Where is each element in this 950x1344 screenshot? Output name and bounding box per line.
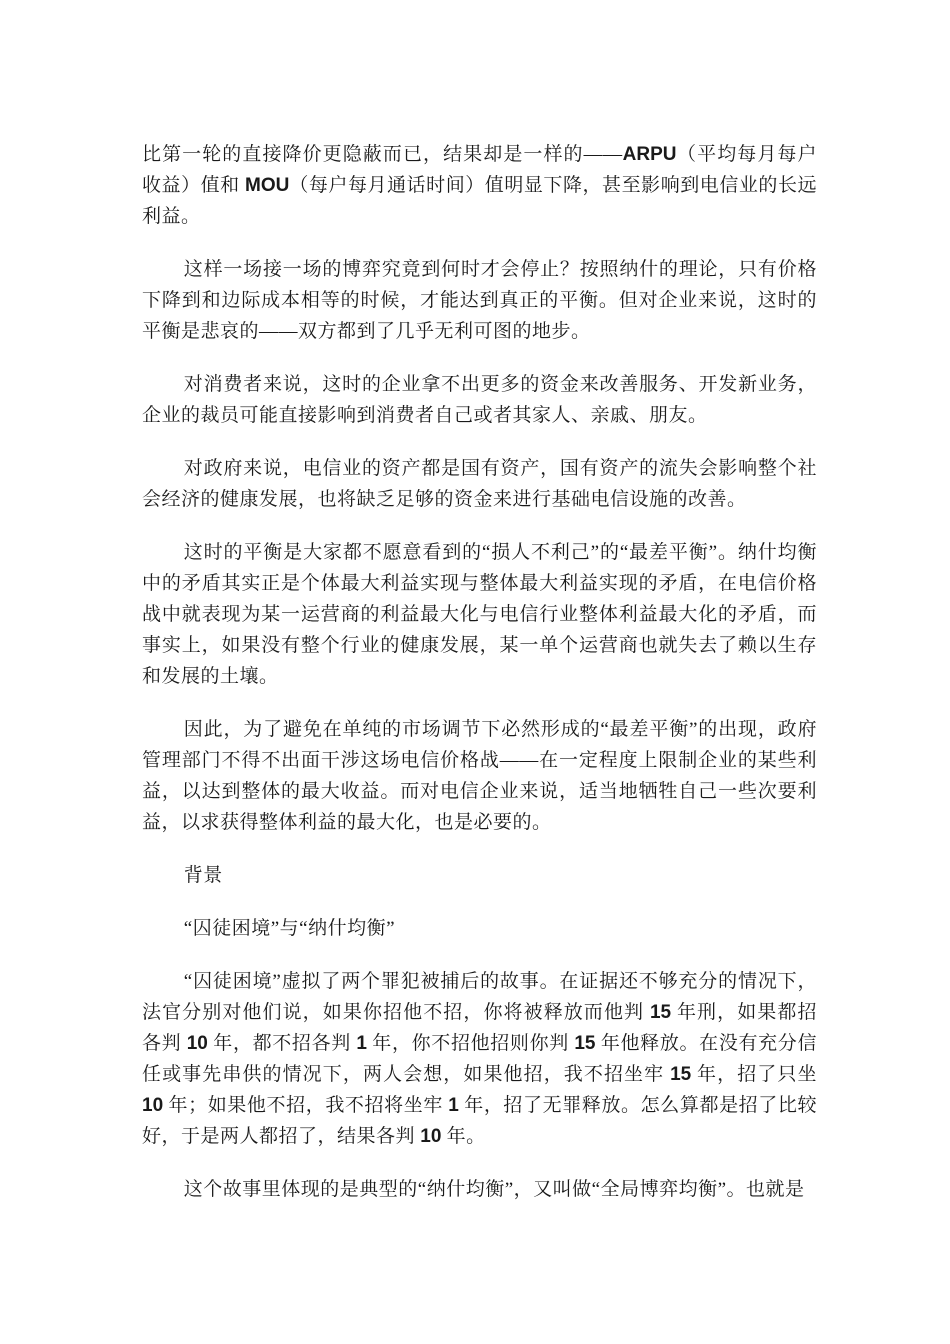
paragraph-government-intervene: 因此，为了避免在单纯的市场调节下必然形成的“最差平衡”的出现，政府管理部门不得不出面干涉这场电信价格战——在一定程度上限制企业的某些利益，以达到整体的最大收益。而对电信企业来说，适当地牺牲自己一些次要利益，以求获得整体利益的最大化，也是必要的。 [142,719,817,833]
paragraph-prisoners-dilemma: “囚徒困境”虚拟了两个罪犯被捕后的故事。在证据还不够充分的情况下，法官分别对他们说，如果你招他不招，你将被释放而他判 15 年刑，如果都招各判 10 年，都不招各判 1 年，你不招他招则你判 15 年他释放。在没有充分信任或事先串供的情况下，两人会想，如果他招，我不招坐牢 15 年，招了只坐 10 年；如果他不招，我不招将坐牢 1 年，招了无罪释放。怎么算都是招了比较好，于是两人都招了，结果各判 10 年。 [142,971,817,1147]
heading-background: 背景 [183,865,223,886]
paragraph-arpu-mou-decline: 比第一轮的直接降价更隐蔽而已，结果却是一样的——ARPU（平均每月每户收益）值和 MOU（每户每月通话时间）值明显下降，甚至影响到电信业的长远利益。 [142,144,817,227]
paragraph-government-impact: 对政府来说，电信业的资产都是国有资产，国有资产的流失会影响整个社会经济的健康发展，也将缺乏足够的资金来进行基础电信设施的改善。 [142,458,817,510]
paragraph-consumer-impact: 对消费者来说，这时的企业拿不出更多的资金来改善服务、开发新业务，企业的裁员可能直接影响到消费者自己或者其家人、亲戚、朋友。 [142,374,817,426]
paragraph-nash-equilibrium: 这个故事里体现的是典型的“纳什均衡”，又叫做“全局博弈均衡”。也就是 [183,1179,805,1200]
paragraph-when-game-stops: 这样一场接一场的博弈究竟到何时才会停止？按照纳什的理论，只有价格下降到和边际成本相等的时候，才能达到真正的平衡。但对企业来说，这时的平衡是悲哀的——双方都到了几乎无利可图的地步。 [142,259,817,342]
heading-prisoners-dilemma-nash: “囚徒困境”与“纳什均衡” [183,918,396,939]
paragraph-worst-equilibrium: 这时的平衡是大家都不愿意看到的“损人不利己”的“最差平衡”。纳什均衡中的矛盾其实正是个体最大利益实现与整体最大利益实现的矛盾，在电信价格战中就表现为某一运营商的利益最大化与电信行业整体利益最大化的矛盾，而事实上，如果没有整个行业的健康发展，某一单个运营商也就失去了赖以生存和发展的土壤。 [142,542,817,687]
